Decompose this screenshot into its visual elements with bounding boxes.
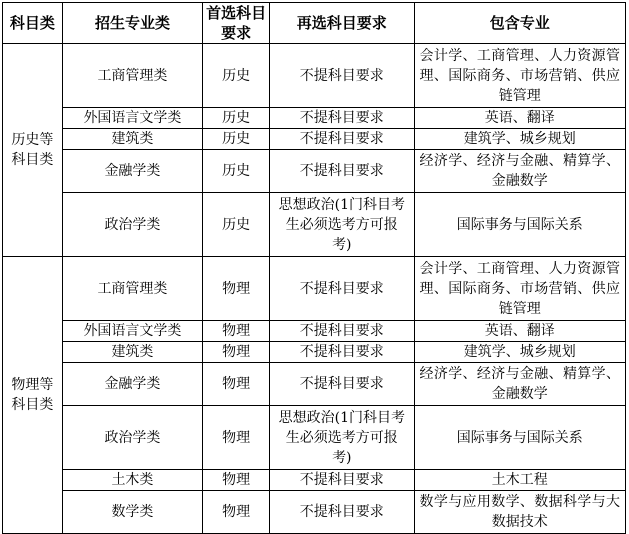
included-majors-cell: 国际事务与国际关系 bbox=[414, 406, 626, 470]
requirement-cell: 不提科目要求 bbox=[270, 44, 414, 108]
included-majors-cell: 数学与应用数学、数据科学与大数据技术 bbox=[414, 491, 626, 534]
first-subject-cell: 物理 bbox=[203, 363, 270, 406]
header-second-subject: 再选科目要求 bbox=[270, 3, 414, 44]
included-majors-cell: 经济学、经济与金融、精算学、金融数学 bbox=[414, 363, 626, 406]
first-subject-cell: 历史 bbox=[203, 193, 270, 257]
first-subject-cell: 历史 bbox=[203, 129, 270, 150]
table-row bbox=[3, 470, 626, 491]
requirement-cell: 思想政治(1门科目考生必须选考方可报考) bbox=[270, 193, 414, 257]
header-major-class: 招生专业类 bbox=[62, 3, 202, 44]
first-subject-cell: 历史 bbox=[203, 44, 270, 108]
requirement-cell: 不提科目要求 bbox=[270, 150, 414, 193]
table-row bbox=[3, 193, 626, 257]
table-row bbox=[3, 491, 626, 534]
first-subject-cell: 物理 bbox=[203, 321, 270, 342]
major-class-cell: 建筑类 bbox=[62, 342, 202, 363]
first-subject-cell: 物理 bbox=[203, 406, 270, 470]
major-class-cell: 外国语言文学类 bbox=[62, 108, 202, 129]
included-majors-cell: 建筑学、城乡规划 bbox=[414, 342, 626, 363]
table-row bbox=[3, 108, 626, 129]
table-row bbox=[3, 406, 626, 470]
first-subject-cell: 历史 bbox=[203, 150, 270, 193]
table-row bbox=[3, 321, 626, 342]
major-class-cell: 金融学类 bbox=[62, 363, 202, 406]
requirement-cell: 不提科目要求 bbox=[270, 129, 414, 150]
included-majors-cell: 英语、翻译 bbox=[414, 108, 626, 129]
table-row bbox=[3, 150, 626, 193]
requirement-cell: 不提科目要求 bbox=[270, 491, 414, 534]
major-class-cell: 数学类 bbox=[62, 491, 202, 534]
category-cell-physics: 物理等科目类 bbox=[3, 257, 63, 534]
included-majors-cell: 会计学、工商管理、人力资源管理、国际商务、市场营销、供应链管理 bbox=[414, 257, 626, 321]
header-included-majors: 包含专业 bbox=[414, 3, 626, 44]
major-class-cell: 政治学类 bbox=[62, 193, 202, 257]
table-row bbox=[3, 363, 626, 406]
header-first-subject: 首选科目要求 bbox=[203, 3, 270, 44]
major-class-cell: 金融学类 bbox=[62, 150, 202, 193]
first-subject-cell: 物理 bbox=[203, 257, 270, 321]
category-cell-history: 历史等科目类 bbox=[3, 44, 63, 257]
first-subject-cell: 物理 bbox=[203, 342, 270, 363]
header-category: 科目类 bbox=[3, 3, 63, 44]
requirement-cell: 不提科目要求 bbox=[270, 470, 414, 491]
included-majors-cell: 国际事务与国际关系 bbox=[414, 193, 626, 257]
requirement-cell: 不提科目要求 bbox=[270, 321, 414, 342]
first-subject-cell: 物理 bbox=[203, 491, 270, 534]
first-subject-cell: 物理 bbox=[203, 470, 270, 491]
requirement-cell: 不提科目要求 bbox=[270, 257, 414, 321]
requirement-cell: 不提科目要求 bbox=[270, 108, 414, 129]
major-class-cell: 工商管理类 bbox=[62, 44, 202, 108]
header-row bbox=[3, 3, 626, 44]
requirement-cell: 不提科目要求 bbox=[270, 342, 414, 363]
included-majors-cell: 会计学、工商管理、人力资源管理、国际商务、市场营销、供应链管理 bbox=[414, 44, 626, 108]
subject-requirements-table bbox=[2, 2, 626, 534]
major-class-cell: 政治学类 bbox=[62, 406, 202, 470]
first-subject-cell: 历史 bbox=[203, 108, 270, 129]
included-majors-cell: 英语、翻译 bbox=[414, 321, 626, 342]
included-majors-cell: 经济学、经济与金融、精算学、金融数学 bbox=[414, 150, 626, 193]
major-class-cell: 外国语言文学类 bbox=[62, 321, 202, 342]
included-majors-cell: 建筑学、城乡规划 bbox=[414, 129, 626, 150]
table-row bbox=[3, 342, 626, 363]
requirement-cell: 不提科目要求 bbox=[270, 363, 414, 406]
table-row bbox=[3, 129, 626, 150]
major-class-cell: 土木类 bbox=[62, 470, 202, 491]
table-row bbox=[3, 257, 626, 321]
included-majors-cell: 土木工程 bbox=[414, 470, 626, 491]
major-class-cell: 工商管理类 bbox=[62, 257, 202, 321]
requirement-cell: 思想政治(1门科目考生必须选考方可报考) bbox=[270, 406, 414, 470]
major-class-cell: 建筑类 bbox=[62, 129, 202, 150]
table-row bbox=[3, 44, 626, 108]
